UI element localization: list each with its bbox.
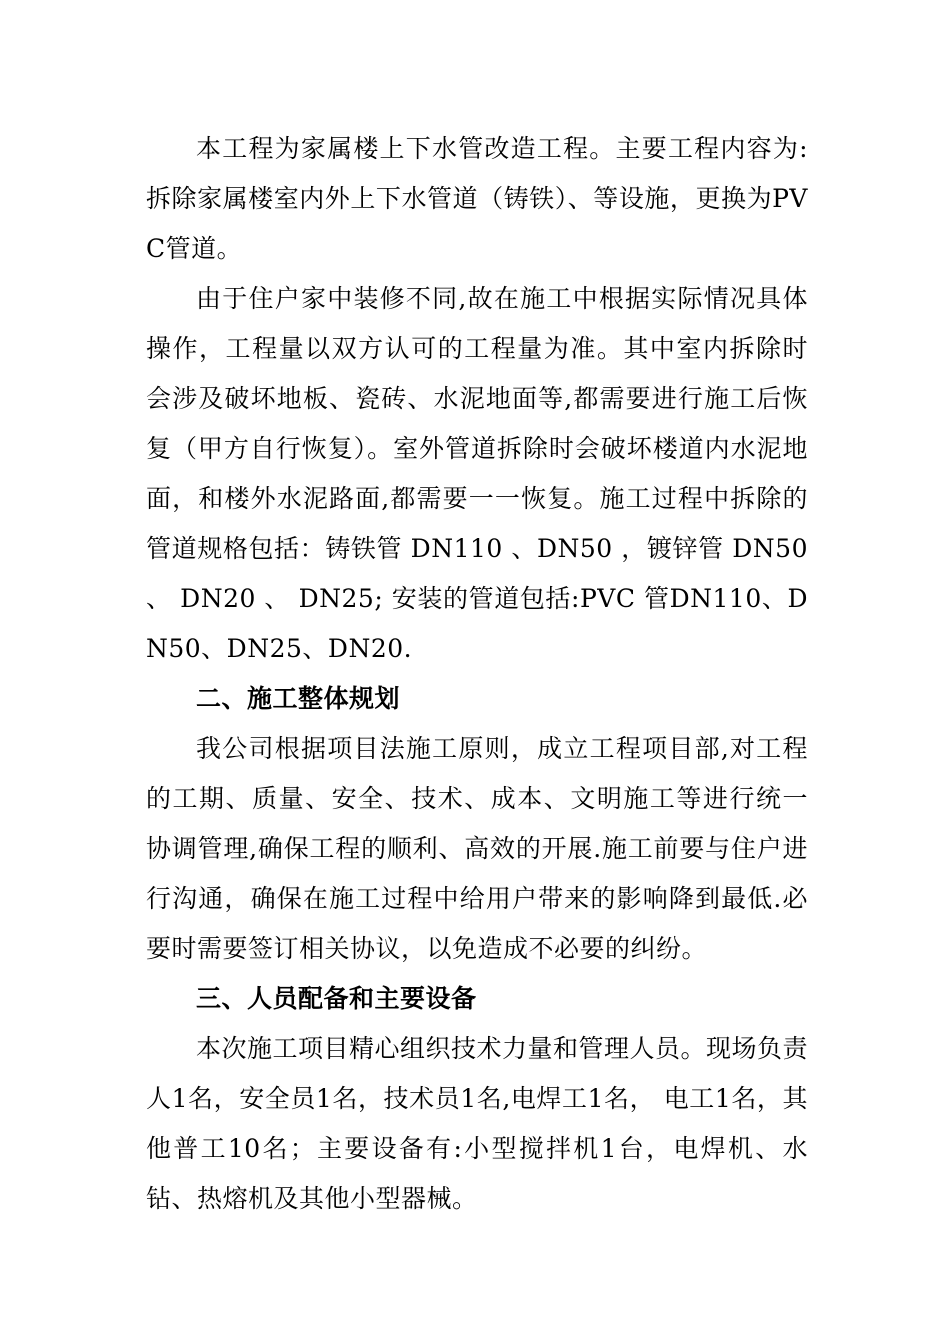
intro-paragraph: 本工程为家属楼上下水管改造工程。主要工程内容为:拆除家属楼室内外上下水管道（铸铁）、等设施，更换为PVC管道。 (146, 134, 808, 263)
scope-paragraph: 由于住户家中装修不同,故在施工中根据实际情况具体操作，工程量以双方认可的工程量为准。其中室内拆除时会涉及破坏地板、瓷砖、水泥地面等,都需要进行施工后恢复（甲方自行恢复）。室外管道拆除时会破坏楼道内水泥地面，和楼外水泥路面,都需要一一恢复。施工过程中拆除的管道规格包括：铸铁管 DN110 、DN50 ，镀锌管 DN50 、 DN20 、 DN25; 安装的管道包括:PVC 管DN110、DN50、DN25、DN20. (146, 284, 808, 663)
staffing-paragraph: 本次施工项目精心组织技术力量和管理人员。现场负责人1名，安全员1名，技术员1名,电焊工1名， 电工1名，其他普工10名；主要设备有:小型搅拌机1台，电焊机、水钻、热熔机及其他小型器械。 (146, 1034, 809, 1213)
section-heading-staffing: 三、人员配备和主要设备 (196, 984, 477, 1013)
planning-paragraph: 我公司根据项目法施工原则，成立工程项目部,对工程的工期、质量、安全、技术、成本、文明施工等进行统一协调管理,确保工程的顺利、高效的开展.施工前要与住户进行沟通，确保在施工过程中给用户带来的影响降到最低.必要时需要签订相关协议，以免造成不必要的纠纷。 (146, 734, 808, 963)
section-heading-planning: 二、施工整体规划 (196, 684, 401, 713)
document-page (146, 124, 808, 1224)
